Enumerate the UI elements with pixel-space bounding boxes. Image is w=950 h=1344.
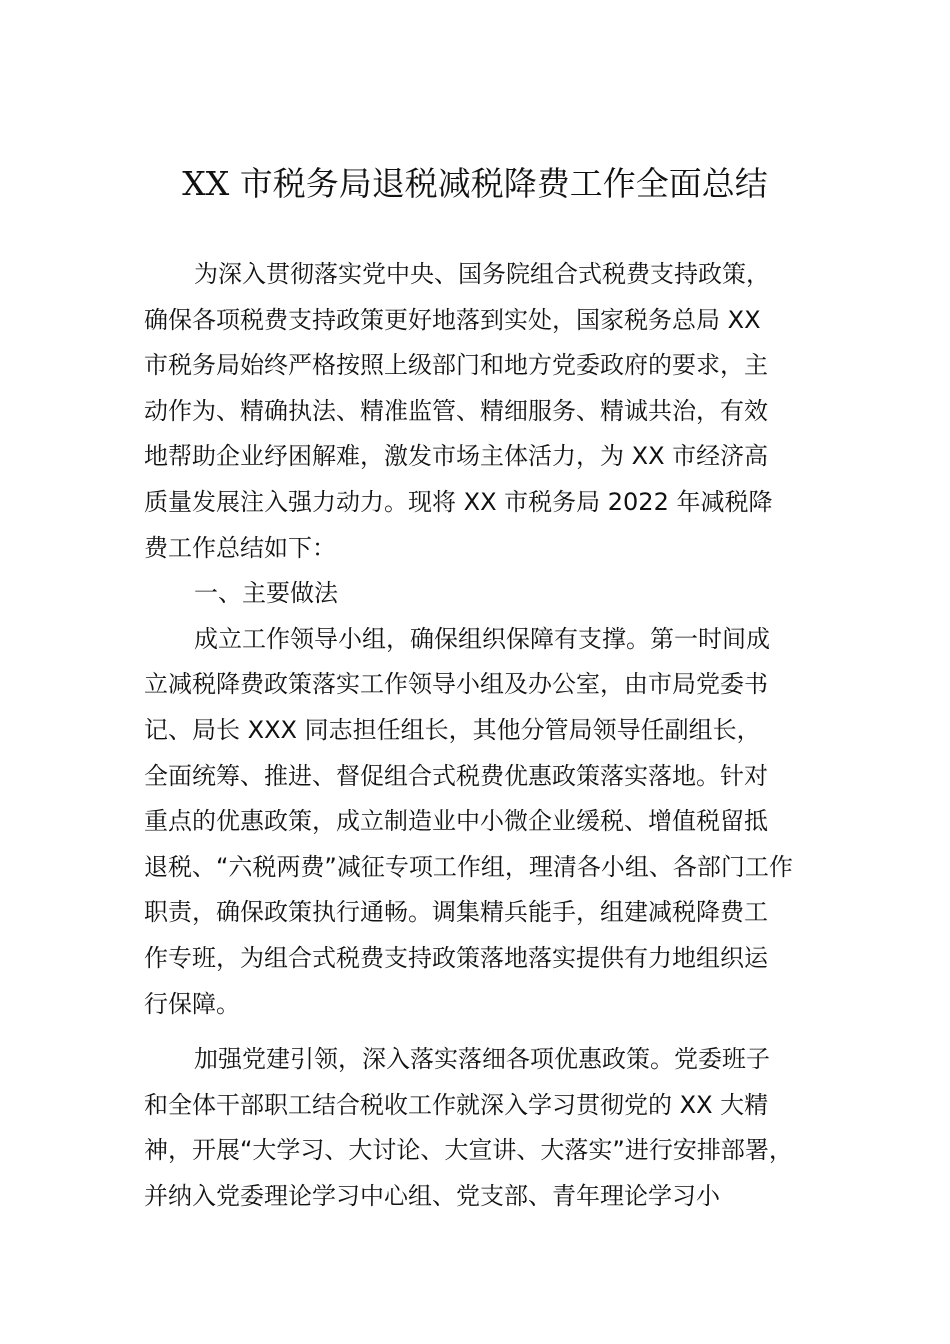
document-body — [144, 252, 814, 1219]
paragraph-line: 动作为、精确执法、精准监管、精细服务、精诚共治，有效 — [144, 396, 768, 425]
paragraph-line: 全面统筹、推进、督促组合式税费优惠政策落实落地。针对 — [144, 761, 768, 790]
paragraph-line: 作专班，为组合式税费支持政策落地落实提供有力地组织运 — [144, 943, 768, 972]
paragraph-line: 职责，确保政策执行通畅。调集精兵能手，组建减税降费工 — [144, 898, 768, 927]
paragraph-line: 质量发展注入强力动力。现将 XX 市税务局 2022 年减税降 — [144, 487, 773, 516]
paragraph-line: 神，开展“大学习、大讨论、大宣讲、大落实”进行安排部署， — [144, 1136, 793, 1165]
paragraph-line: 费工作总结如下： — [144, 533, 336, 562]
paragraph-line: 和全体干部职工结合税收工作就深入学习贯彻党的 XX 大精 — [144, 1090, 769, 1119]
paragraph-line: 立减税降费政策落实工作领导小组及办公室，由市局党委书 — [144, 670, 768, 699]
paragraph-line: 重点的优惠政策，成立制造业中小微企业缓税、增值税留抵 — [144, 807, 768, 836]
document-title: XX 市税务局退税减税降费工作全面总结 — [182, 164, 768, 203]
paragraph-line: 并纳入党委理论学习中心组、党支部、青年理论学习小 — [144, 1181, 720, 1210]
paragraph-line: 成立工作领导小组，确保组织保障有支撑。第一时间成 — [194, 624, 770, 653]
paragraph-line: 地帮助企业纾困解难，激发市场主体活力，为 XX 市经济高 — [144, 442, 769, 471]
paragraph-line: 确保各项税费支持政策更好地落到实处，国家税务总局 XX — [144, 305, 761, 334]
paragraph-line: 行保障。 — [144, 989, 240, 1018]
paragraph-line: 加强党建引领，深入落实落细各项优惠政策。党委班子 — [194, 1045, 770, 1074]
section-heading: 一、主要做法 — [194, 579, 338, 608]
paragraph-line: 为深入贯彻落实党中央、国务院组合式税费支持政策， — [194, 260, 770, 288]
paragraph-line: 市税务局始终严格按照上级部门和地方党委政府的要求，主 — [144, 351, 768, 380]
paragraph-line: 记、局长 XXX 同志担任组长，其他分管局领导任副组长， — [144, 715, 761, 744]
paragraph-line: 退税、“六税两费”减征专项工作组，理清各小组、各部门工作 — [144, 852, 793, 881]
